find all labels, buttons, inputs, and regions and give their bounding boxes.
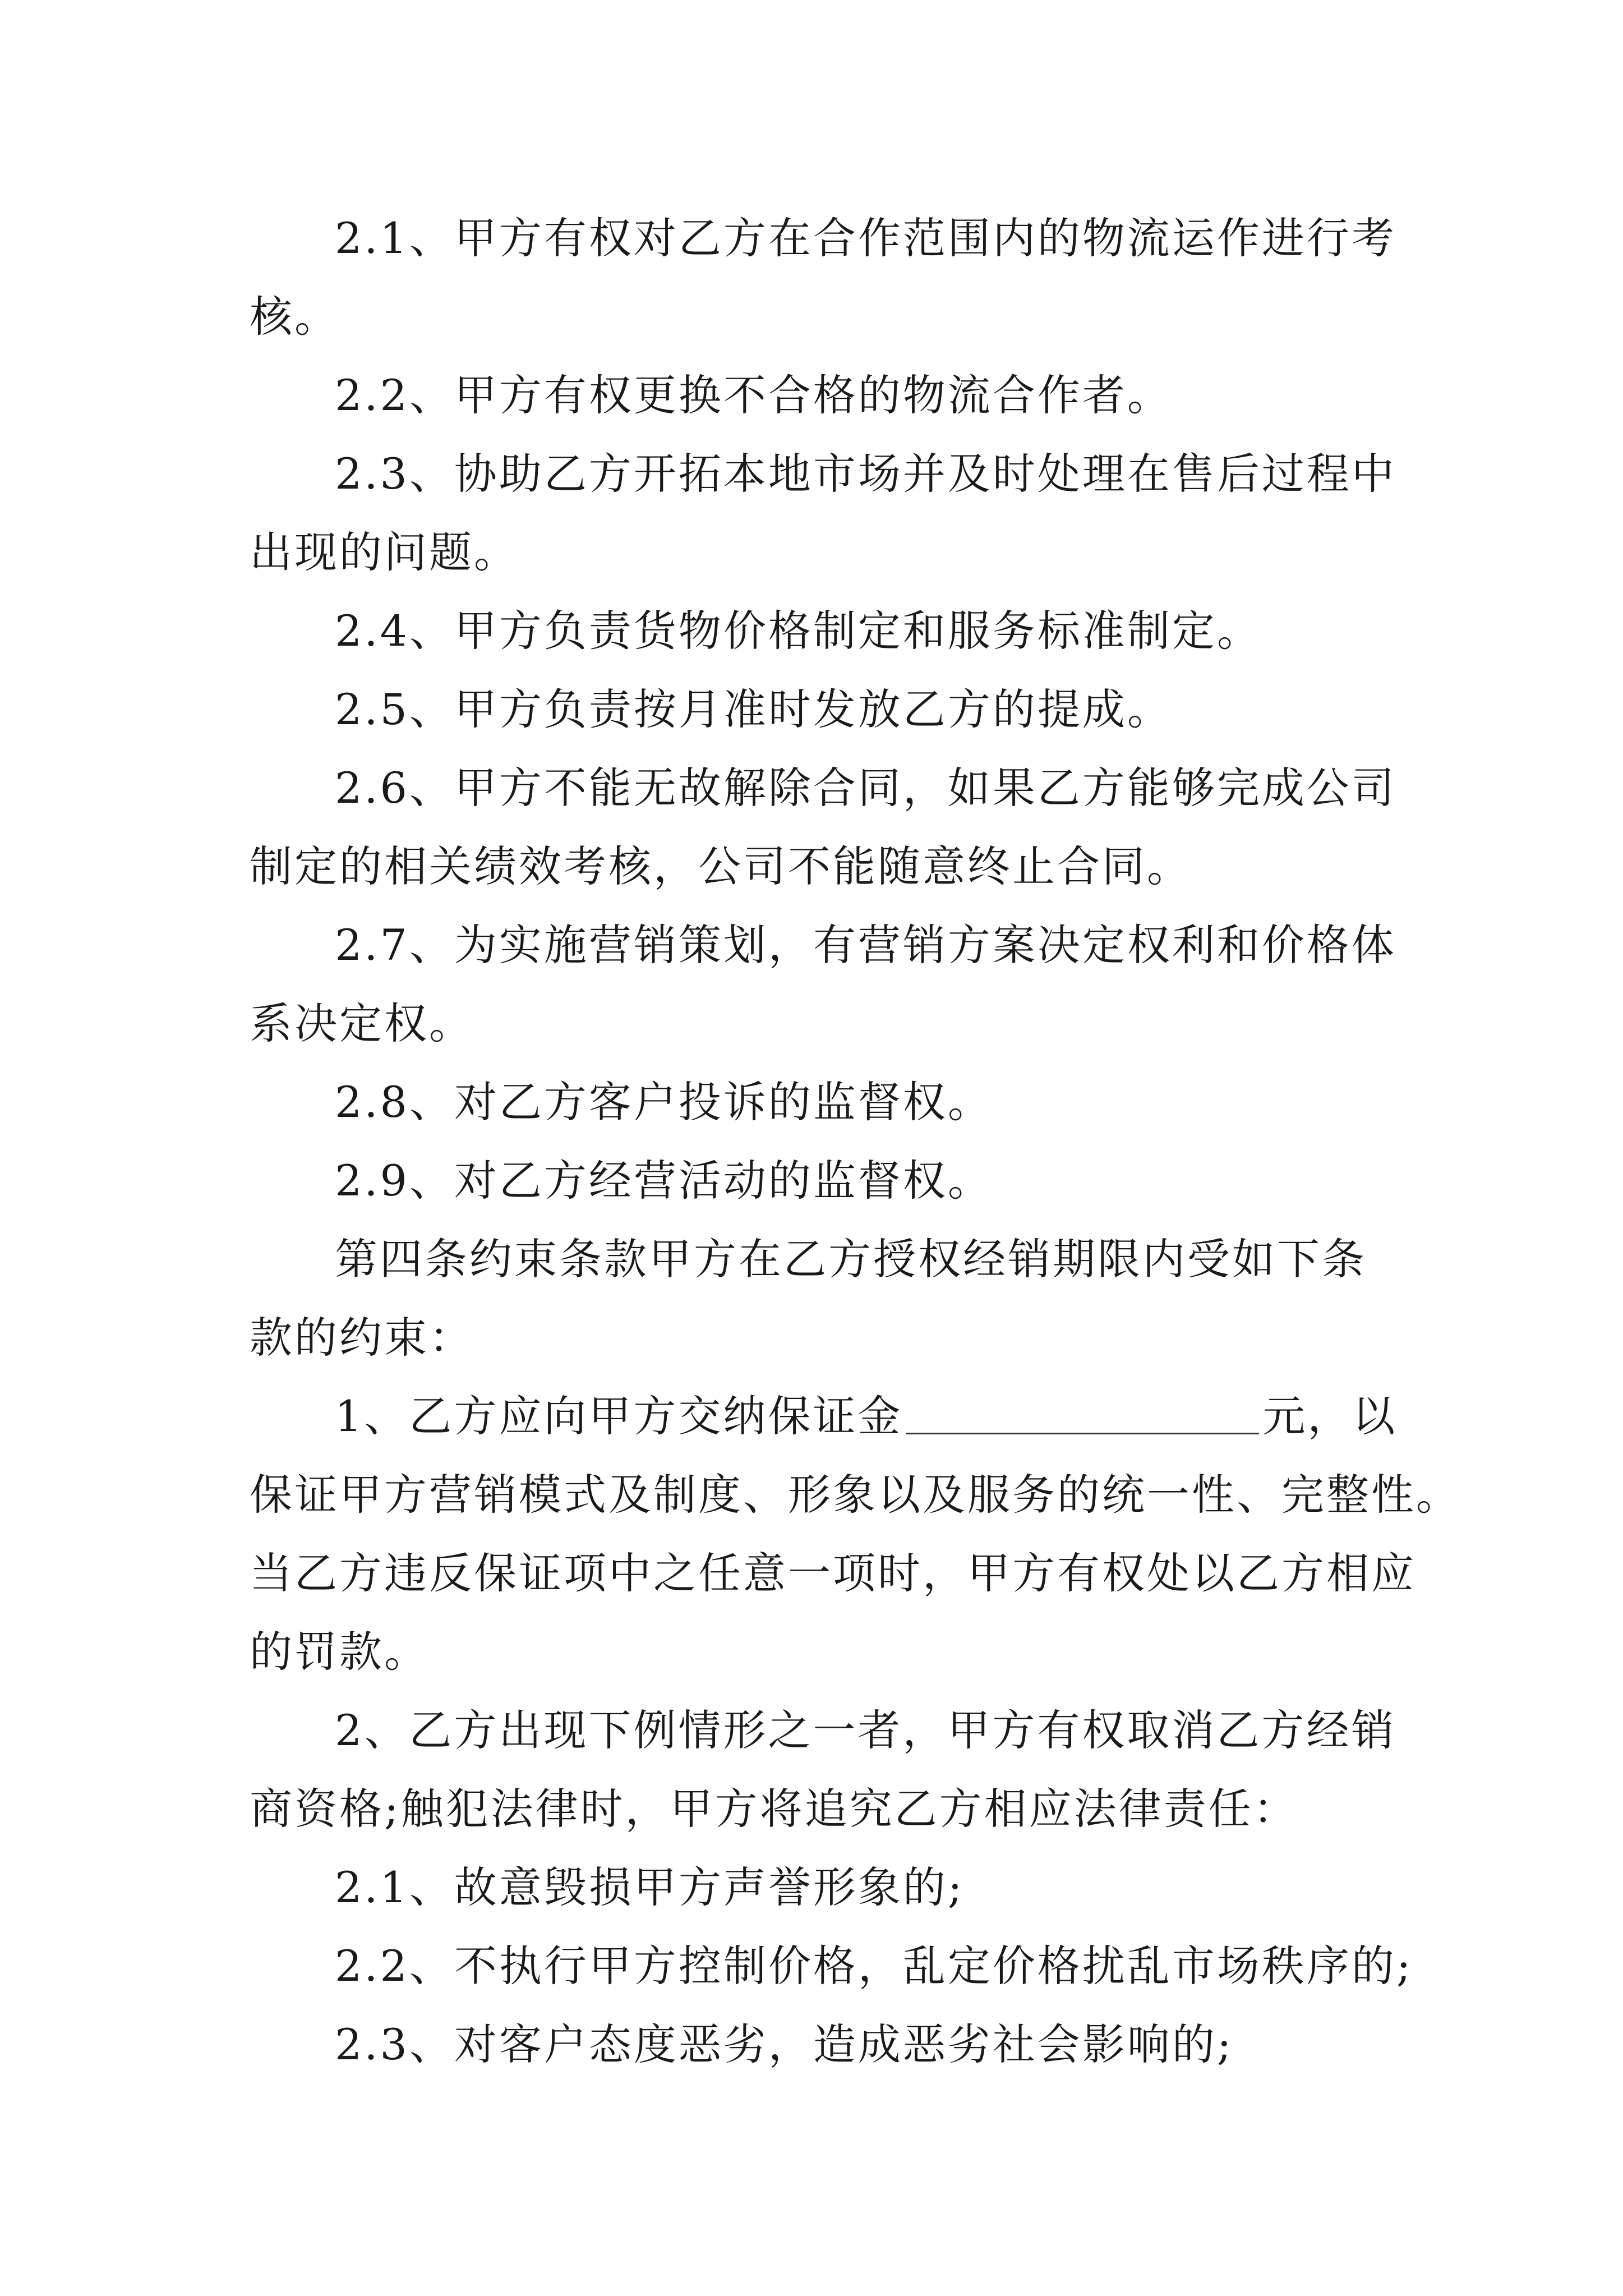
text-line: 2.9、对乙方经营活动的监督权。 bbox=[335, 1156, 993, 1205]
subclause-2-3 bbox=[250, 2005, 1385, 2084]
text-line: 2.5、甲方负责按月准时发放乙方的提成。 bbox=[335, 684, 1172, 734]
clause-deposit bbox=[250, 1377, 1461, 1691]
clause-2-6 bbox=[250, 749, 1396, 906]
clause-2-5 bbox=[250, 670, 1385, 749]
text-line bbox=[250, 1377, 1398, 1456]
text-line: 款的约束： bbox=[250, 1313, 474, 1363]
text-line: 的罚款。 bbox=[250, 1627, 429, 1677]
text-line: 当乙方违反保证项中之任意一项时，甲方有权处以乙方相应 bbox=[250, 1548, 1416, 1598]
clause-2-9 bbox=[250, 1142, 1385, 1220]
text-line: 2.2、甲方有权更换不合格的物流合作者。 bbox=[335, 370, 1172, 420]
clause-2-8 bbox=[250, 1063, 1385, 1142]
text-line: 商资格;触犯法律时，甲方将追究乙方相应法律责任： bbox=[250, 1784, 1298, 1834]
article-4-heading bbox=[250, 1220, 1385, 1377]
text-line: 第四条约束条款甲方在乙方授权经销期限内受如下条 bbox=[335, 1234, 1367, 1284]
text-line: 2.1、故意毁损甲方声誉形象的; bbox=[335, 1862, 965, 1912]
clause-2-7 bbox=[250, 906, 1396, 1063]
document-body bbox=[250, 199, 1461, 2084]
clause-2-1 bbox=[250, 199, 1396, 356]
text-line: 2.6、甲方不能无故解除合同，如果乙方能够完成公司 bbox=[335, 763, 1396, 813]
deposit-text-before: 1、乙方应向甲方交纳保证金 bbox=[335, 1391, 903, 1441]
text-line: 系决定权。 bbox=[250, 999, 474, 1048]
text-line: 出现的问题。 bbox=[250, 527, 519, 577]
clause-2-3 bbox=[250, 435, 1396, 592]
subclause-2-2 bbox=[250, 1927, 1413, 2005]
clause-cancel-qualification bbox=[250, 1691, 1396, 1848]
text-line: 2.3、对客户态度恶劣，造成恶劣社会影响的; bbox=[335, 2019, 1234, 2069]
clause-2-4 bbox=[250, 592, 1385, 670]
text-line: 2、乙方出现下例情形之一者，甲方有权取消乙方经销 bbox=[335, 1705, 1396, 1755]
text-line: 2.7、为实施营销策划，有营销方案决定权利和价格体 bbox=[335, 920, 1396, 970]
subclause-2-1 bbox=[250, 1848, 1385, 1927]
clause-2-2 bbox=[250, 356, 1385, 435]
text-line: 2.8、对乙方客户投诉的监督权。 bbox=[335, 1077, 993, 1127]
deposit-amount-blank bbox=[906, 1389, 1259, 1434]
text-line: 2.3、协助乙方开拓本地市场并及时处理在售后过程中 bbox=[335, 449, 1396, 499]
deposit-text-after: 元，以 bbox=[1262, 1391, 1398, 1441]
text-line: 2.2、不执行甲方控制价格，乱定价格扰乱市场秩序的; bbox=[335, 1941, 1413, 1991]
text-line: 保证甲方营销模式及制度、形象以及服务的统一性、完整性。 bbox=[250, 1470, 1461, 1520]
text-line: 制定的相关绩效考核，公司不能随意终止合同。 bbox=[250, 841, 1192, 891]
text-line: 核。 bbox=[250, 292, 339, 342]
text-line: 2.4、甲方负责货物价格制定和服务标准制定。 bbox=[335, 606, 1262, 656]
text-line: 2.1、甲方有权对乙方在合作范围内的物流运作进行考 bbox=[335, 213, 1396, 263]
